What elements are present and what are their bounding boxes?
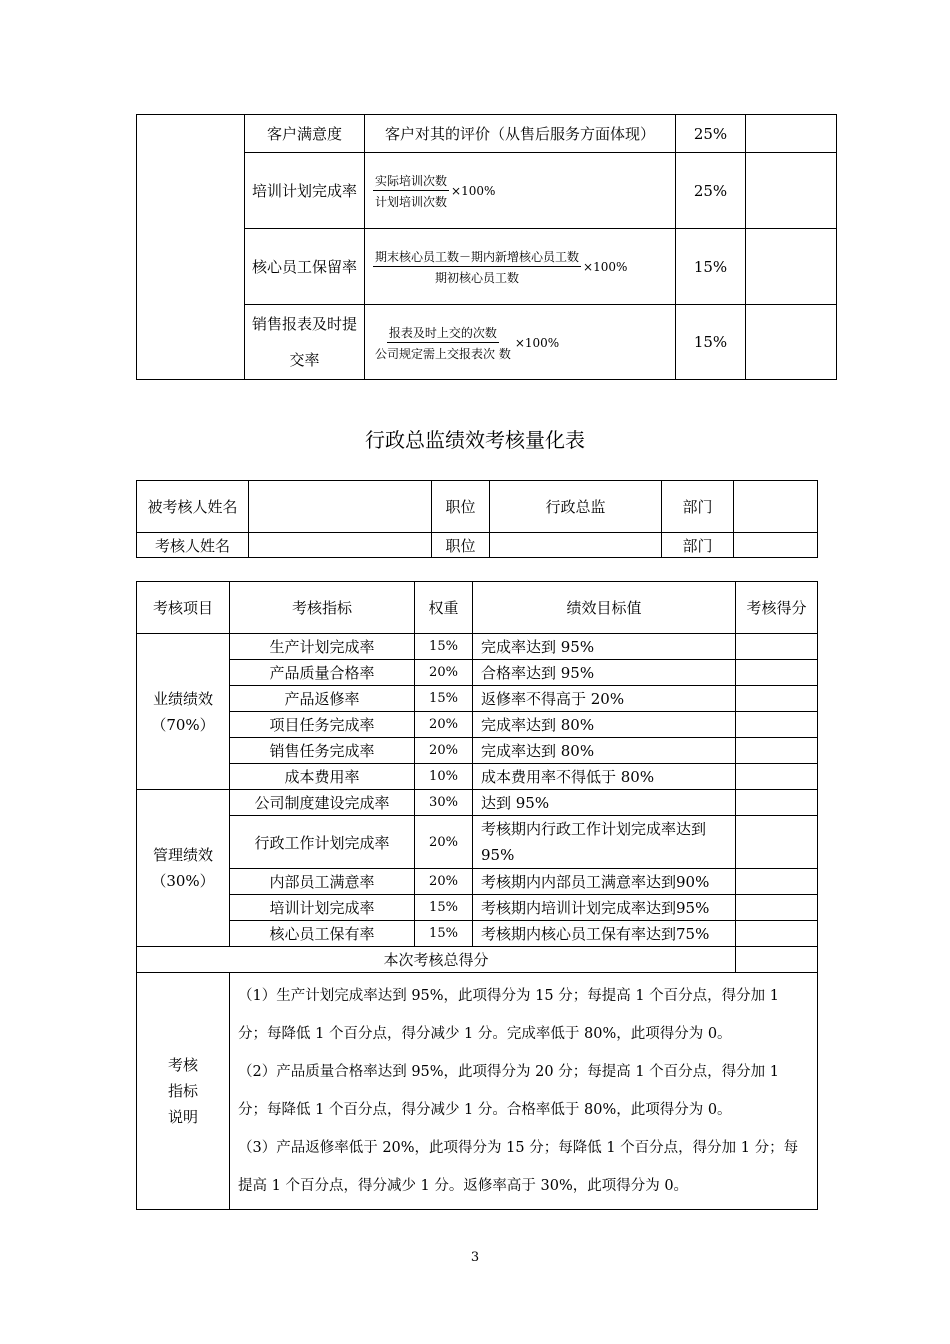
score-cell [746,305,837,380]
indicator-cell: 产品返修率 [230,686,415,712]
weight-cell: 20% [415,712,473,738]
indicator-cell: 产品质量合格率 [230,660,415,686]
group-pct: （70%） [151,715,215,734]
position-value: 行政总监 [490,481,662,533]
weight-cell: 15% [676,305,746,380]
group-pct: （30%） [151,872,215,890]
score-cell [746,229,837,305]
notes-label-line: 考核 [167,1056,198,1074]
header-indicator: 考核指标 [230,582,415,634]
score-cell [746,153,837,229]
dept-value [734,533,818,558]
examiner-name-label: 考核人姓名 [137,533,249,558]
header-target: 绩效目标值 [473,582,736,634]
position-label: 职位 [432,533,490,558]
examiner-name-value [249,533,432,558]
indicator-cell: 成本费用率 [230,764,415,790]
dept-label: 部门 [662,533,734,558]
notes-label-line: 说明 [167,1108,198,1126]
score-cell [736,738,818,764]
position-label: 职位 [432,481,490,533]
score-cell [736,816,818,869]
fraction-formula [373,172,495,210]
target-cell: 完成率达到 80% [473,712,736,738]
indicator-cell: 核心员工保留率 [245,229,365,305]
score-cell [736,764,818,790]
weight-cell: 15% [676,229,746,305]
target-cell: 考核期内内部员工满意率达到90% [473,869,736,895]
group-name: 业绩绩效 [152,689,213,708]
dept-value [734,481,818,533]
weight-cell: 15% [415,895,473,921]
target-cell: 成本费用率不得低于 80% [473,764,736,790]
score-cell [736,869,818,895]
fraction-formula [373,324,559,362]
formula-cell: 客户对其的评价（从售后服务方面体现） [365,115,676,153]
group-cell-empty [137,115,245,380]
numerator: 报表及时上交的次数 [387,324,499,343]
indicator-cell: 销售任务完成率 [230,738,415,764]
weight-cell: 15% [415,921,473,947]
multiplier: ×100% [583,260,628,274]
indicator-cell: 生产计划完成率 [230,634,415,660]
examinee-info-table [136,480,818,558]
weight-cell: 20% [415,816,473,869]
target-cell: 达到 95% [473,790,736,816]
total-score-label: 本次考核总得分 [137,947,736,973]
page-title: 行政总监绩效考核量化表 [365,428,585,452]
formula-cell [365,229,676,305]
total-score-value [736,947,818,973]
examinee-name-value [249,481,432,533]
weight-cell: 30% [415,790,473,816]
score-cell [736,790,818,816]
weight-cell: 15% [415,686,473,712]
weight-cell: 20% [415,660,473,686]
target-cell: 考核期内核心员工保有率达到75% [473,921,736,947]
notes-label-line: 指标 [167,1082,198,1100]
group-performance [137,634,230,790]
group-name: 管理绩效 [152,846,213,864]
note-paragraph: （2）产品质量合格率达到 95%，此项得分为 20 分；每提高 1 个百分点，得分加 1 分；每降低 1 个百分点，得分减少 1 分。合格率低于 80%，此项得分为 0。 [238,1064,780,1118]
target-cell: 完成率达到 95% [473,634,736,660]
indicator-cell: 公司制度建设完成率 [230,790,415,816]
target-cell: 考核期内行政工作计划完成率达到 95% [473,816,736,869]
weight-cell: 20% [415,738,473,764]
score-cell [736,921,818,947]
numerator: 实际培训次数 [373,172,449,191]
target-cell: 返修率不得高于 20% [473,686,736,712]
denominator: 计划培训次数 [375,195,448,209]
weight-cell: 20% [415,869,473,895]
note-paragraph: （3）产品返修率低于 20%，此项得分为 15 分；每降低 1 个百分点，得分加 1 分；每提高 1 个百分点，得分减少 1 分。返修率高于 30%，此项得分为 0。 [238,1140,799,1194]
indicator-cell: 培训计划完成率 [230,895,415,921]
fraction-formula [373,248,627,286]
score-cell [746,115,837,153]
group-management [137,790,230,947]
weight-cell: 25% [676,115,746,153]
indicator-cell: 核心员工保有率 [230,921,415,947]
indicator-cell: 项目任务完成率 [230,712,415,738]
indicator-cell: 内部员工满意率 [230,869,415,895]
indicator-cell: 培训计划完成率 [245,153,365,229]
notes-label [137,973,230,1210]
weight-cell: 25% [676,153,746,229]
target-cell: 考核期内培训计划完成率达到95% [473,895,736,921]
page-number: 3 [470,1250,480,1265]
denominator: 公司规定需上交报表次 数 [375,346,511,361]
indicator-cell: 行政工作计划完成率 [230,816,415,869]
target-cell: 合格率达到 95% [473,660,736,686]
score-cell [736,712,818,738]
indicator-cell: 销售报表及时提交率 [245,305,365,380]
header-weight: 权重 [415,582,473,634]
weight-cell: 10% [415,764,473,790]
formula-cell [365,305,676,380]
indicator-cell: 客户满意度 [245,115,365,153]
header-item: 考核项目 [137,582,230,634]
header-score: 考核得分 [736,582,818,634]
score-cell [736,686,818,712]
multiplier: ×100% [514,335,560,350]
dept-label: 部门 [662,481,734,533]
numerator: 期末核心员工数－期内新增核心员工数 [373,248,581,267]
multiplier: ×100% [451,184,496,198]
target-cell: 完成率达到 80% [473,738,736,764]
note-paragraph: （1）生产计划完成率达到 95%，此项得分为 15 分；每提高 1 个百分点，得分加 1 分；每降低 1 个百分点，得分减少 1 分。完成率低于 80%，此项得分为 0。 [238,988,780,1042]
position-value [490,533,662,558]
continued-kpi-table [136,114,837,380]
score-cell [736,634,818,660]
formula-cell [365,153,676,229]
examinee-name-label: 被考核人姓名 [137,481,249,533]
denominator: 期初核心员工数 [435,271,520,285]
score-cell [736,895,818,921]
kpi-table [136,581,818,1210]
notes-content [230,973,818,1210]
score-cell [736,660,818,686]
weight-cell: 15% [415,634,473,660]
